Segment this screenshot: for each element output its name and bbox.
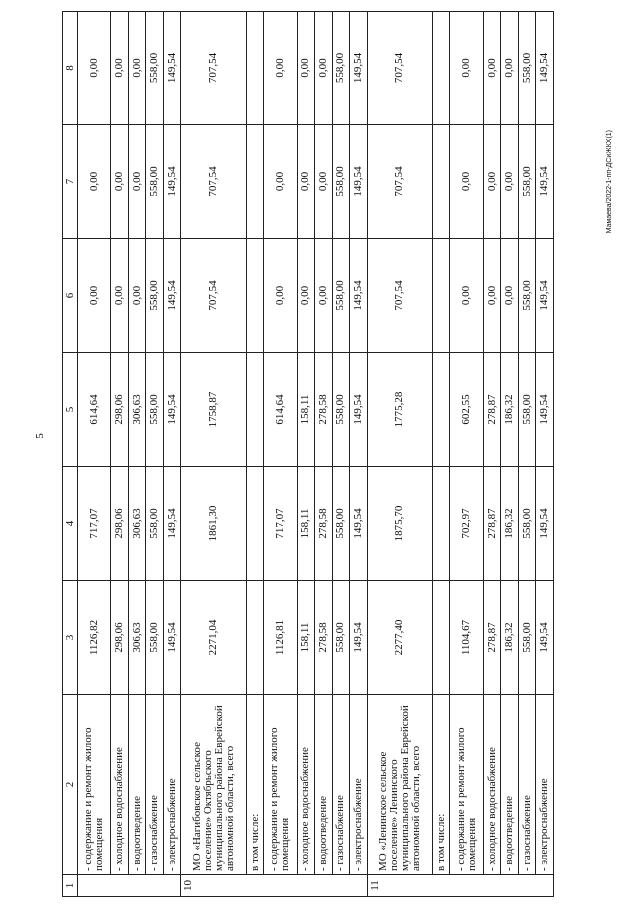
table-row (246, 12, 263, 897)
value-cell-col-7: 707,54 (367, 125, 433, 239)
table-row (501, 12, 518, 897)
value-cell-col-4: 306,63 (128, 467, 145, 581)
value-cell-col-3: 1126,82 (78, 581, 111, 695)
value-cell-col-3: 186,32 (501, 581, 518, 695)
value-cell-col-8: 0,00 (78, 12, 111, 125)
row-label-cell: - холодное водоснабжение (111, 695, 128, 875)
table-row (163, 12, 180, 897)
row-label-cell: - водоотведение (501, 695, 518, 875)
value-cell-col-4: 717,07 (78, 467, 111, 581)
tariff-table-container (62, 12, 554, 897)
value-cell-col-7: 0,00 (264, 125, 297, 239)
value-cell-col-7: 0,00 (297, 125, 314, 239)
value-cell-col-3: 558,00 (518, 581, 535, 695)
value-cell-col-6: 0,00 (111, 239, 128, 353)
value-cell-col-8: 149,54 (350, 12, 367, 125)
value-cell-col-8: 149,54 (536, 12, 554, 125)
value-cell-col-4: 278,87 (483, 467, 500, 581)
value-cell-col-5: 298,06 (111, 353, 128, 467)
table-row (518, 12, 535, 897)
table-row (367, 12, 433, 897)
value-cell-col-5: 1758,87 (181, 353, 247, 467)
table-row (297, 12, 314, 897)
value-cell-col-3: 2271,04 (181, 581, 247, 695)
value-cell-col-7: 0,00 (128, 125, 145, 239)
value-cell-col-3: 149,54 (163, 581, 180, 695)
value-cell-col-8: 0,00 (450, 12, 483, 125)
value-cell-col-8: 0,00 (128, 12, 145, 125)
value-cell-col-3: 1126,81 (264, 581, 297, 695)
value-cell-col-5: 558,00 (518, 353, 535, 467)
row-label-cell: - водоотведение (128, 695, 145, 875)
value-cell-col-4: 149,54 (350, 467, 367, 581)
row-label-cell: МО «Нагибовское сельское поселение» Октябрьского муниципального района Еврейской автономной области, всего (181, 695, 247, 875)
table-row (111, 12, 128, 897)
value-cell-col-8: 0,00 (483, 12, 500, 125)
row-label-cell: - содержание и ремонт жилого помещения (78, 695, 111, 875)
table-row (181, 12, 247, 897)
value-cell-col-3: 1104,67 (450, 581, 483, 695)
value-cell-col-6: 558,00 (332, 239, 349, 353)
value-cell-col-5: 278,58 (315, 353, 332, 467)
value-cell-col-5: 158,11 (297, 353, 314, 467)
value-cell-col-6: 0,00 (128, 239, 145, 353)
value-cell-col-5: 614,64 (78, 353, 111, 467)
value-cell-col-7 (433, 125, 450, 239)
value-cell-col-6: 707,54 (367, 239, 433, 353)
row-index-cell: 10 (181, 875, 367, 897)
value-cell-col-7: 558,00 (332, 125, 349, 239)
value-cell-col-8: 558,00 (518, 12, 535, 125)
table-header-row (63, 12, 78, 897)
value-cell-col-7: 0,00 (450, 125, 483, 239)
table-row (332, 12, 349, 897)
document-reference: Мамаева/2022-1-пп-ДСиЖКХ(1) (606, 130, 613, 234)
value-cell-col-6: 558,00 (146, 239, 163, 353)
value-cell-col-4: 278,58 (315, 467, 332, 581)
value-cell-col-3: 558,00 (146, 581, 163, 695)
value-cell-col-5: 149,54 (536, 353, 554, 467)
value-cell-col-4: 717,07 (264, 467, 297, 581)
value-cell-col-6: 0,00 (315, 239, 332, 353)
value-cell-col-4 (433, 467, 450, 581)
row-label-cell: - водоотведение (315, 695, 332, 875)
value-cell-col-8: 558,00 (146, 12, 163, 125)
table-row (536, 12, 554, 897)
value-cell-col-6: 0,00 (297, 239, 314, 353)
value-cell-col-4: 558,00 (518, 467, 535, 581)
row-label-cell: - электроснабжение (536, 695, 554, 875)
table-row (433, 12, 450, 897)
table-row (264, 12, 297, 897)
value-cell-col-3: 306,63 (128, 581, 145, 695)
value-cell-col-6: 0,00 (501, 239, 518, 353)
value-cell-col-8: 149,54 (163, 12, 180, 125)
value-cell-col-6: 149,54 (350, 239, 367, 353)
value-cell-col-6: 149,54 (163, 239, 180, 353)
value-cell-col-4: 1875,70 (367, 467, 433, 581)
value-cell-col-8: 0,00 (315, 12, 332, 125)
row-label-cell: - содержание и ремонт жилого помещения (264, 695, 297, 875)
value-cell-col-8: 0,00 (501, 12, 518, 125)
value-cell-col-5 (246, 353, 263, 467)
value-cell-col-4: 558,00 (146, 467, 163, 581)
value-cell-col-6: 0,00 (78, 239, 111, 353)
column-header-7: 7 (63, 125, 78, 239)
row-label-cell: в том числе: (246, 695, 263, 875)
column-header-2: 2 (63, 695, 78, 875)
value-cell-col-8: 0,00 (264, 12, 297, 125)
value-cell-col-7: 149,54 (536, 125, 554, 239)
value-cell-col-7: 149,54 (163, 125, 180, 239)
tariff-table (62, 11, 554, 897)
value-cell-col-4: 149,54 (163, 467, 180, 581)
value-cell-col-3 (246, 581, 263, 695)
value-cell-col-7: 707,54 (181, 125, 247, 239)
table-row (128, 12, 145, 897)
value-cell-col-5 (433, 353, 450, 467)
column-header-8: 8 (63, 12, 78, 125)
value-cell-col-7: 0,00 (315, 125, 332, 239)
column-header-6: 6 (63, 239, 78, 353)
value-cell-col-6 (246, 239, 263, 353)
value-cell-col-8: 0,00 (297, 12, 314, 125)
value-cell-col-8 (246, 12, 263, 125)
value-cell-col-3: 298,06 (111, 581, 128, 695)
value-cell-col-6: 0,00 (450, 239, 483, 353)
value-cell-col-7 (246, 125, 263, 239)
value-cell-col-8 (433, 12, 450, 125)
value-cell-col-6: 0,00 (483, 239, 500, 353)
value-cell-col-4 (246, 467, 263, 581)
value-cell-col-6: 0,00 (264, 239, 297, 353)
column-header-3: 3 (63, 581, 78, 695)
row-label-cell: МО «Ленинское сельское поселение» Ленинского муниципального района Еврейской автономной области, всего (367, 695, 433, 875)
table-row (78, 12, 111, 897)
row-label-cell: в том числе: (433, 695, 450, 875)
value-cell-col-4: 186,32 (501, 467, 518, 581)
value-cell-col-5: 602,55 (450, 353, 483, 467)
value-cell-col-4: 558,00 (332, 467, 349, 581)
value-cell-col-6: 149,54 (536, 239, 554, 353)
value-cell-col-6 (433, 239, 450, 353)
value-cell-col-3: 2277,40 (367, 581, 433, 695)
value-cell-col-4: 702,97 (450, 467, 483, 581)
value-cell-col-7: 558,00 (518, 125, 535, 239)
row-label-cell: - газоснабжение (332, 695, 349, 875)
column-header-4: 4 (63, 467, 78, 581)
value-cell-col-6: 707,54 (181, 239, 247, 353)
value-cell-col-3: 278,58 (315, 581, 332, 695)
value-cell-col-7: 0,00 (483, 125, 500, 239)
value-cell-col-8: 707,54 (181, 12, 247, 125)
value-cell-col-7: 149,54 (350, 125, 367, 239)
value-cell-col-7: 0,00 (78, 125, 111, 239)
value-cell-col-5: 278,87 (483, 353, 500, 467)
value-cell-col-8: 707,54 (367, 12, 433, 125)
value-cell-col-7: 558,00 (146, 125, 163, 239)
column-header-1: 1 (63, 875, 78, 897)
value-cell-col-3: 149,54 (536, 581, 554, 695)
table-body (78, 12, 554, 897)
value-cell-col-3 (433, 581, 450, 695)
value-cell-col-3: 149,54 (350, 581, 367, 695)
value-cell-col-4: 298,06 (111, 467, 128, 581)
table-row (350, 12, 367, 897)
value-cell-col-5: 1775,28 (367, 353, 433, 467)
table-row (315, 12, 332, 897)
row-label-cell: - холодное водоснабжение (297, 695, 314, 875)
value-cell-col-3: 558,00 (332, 581, 349, 695)
value-cell-col-7: 0,00 (111, 125, 128, 239)
row-index-cell (78, 875, 181, 897)
table-row (146, 12, 163, 897)
table-row (450, 12, 483, 897)
value-cell-col-3: 278,87 (483, 581, 500, 695)
row-label-cell: - содержание и ремонт жилого помещения (450, 695, 483, 875)
row-label-cell: - газоснабжение (518, 695, 535, 875)
value-cell-col-4: 158,11 (297, 467, 314, 581)
value-cell-col-6: 558,00 (518, 239, 535, 353)
value-cell-col-5: 558,00 (332, 353, 349, 467)
value-cell-col-5: 558,00 (146, 353, 163, 467)
value-cell-col-8: 0,00 (111, 12, 128, 125)
value-cell-col-5: 306,63 (128, 353, 145, 467)
value-cell-col-5: 186,32 (501, 353, 518, 467)
row-label-cell: - электроснабжение (163, 695, 180, 875)
value-cell-col-4: 1861,30 (181, 467, 247, 581)
value-cell-col-5: 149,54 (350, 353, 367, 467)
value-cell-col-8: 558,00 (332, 12, 349, 125)
row-label-cell: - газоснабжение (146, 695, 163, 875)
table-row (483, 12, 500, 897)
value-cell-col-5: 614,64 (264, 353, 297, 467)
value-cell-col-7: 0,00 (501, 125, 518, 239)
column-header-5: 5 (63, 353, 78, 467)
page-number: 5 (33, 433, 46, 439)
row-index-cell: 11 (367, 875, 553, 897)
row-label-cell: - холодное водоснабжение (483, 695, 500, 875)
value-cell-col-5: 149,54 (163, 353, 180, 467)
value-cell-col-4: 149,54 (536, 467, 554, 581)
value-cell-col-3: 158,11 (297, 581, 314, 695)
row-label-cell: - электроснабжение (350, 695, 367, 875)
